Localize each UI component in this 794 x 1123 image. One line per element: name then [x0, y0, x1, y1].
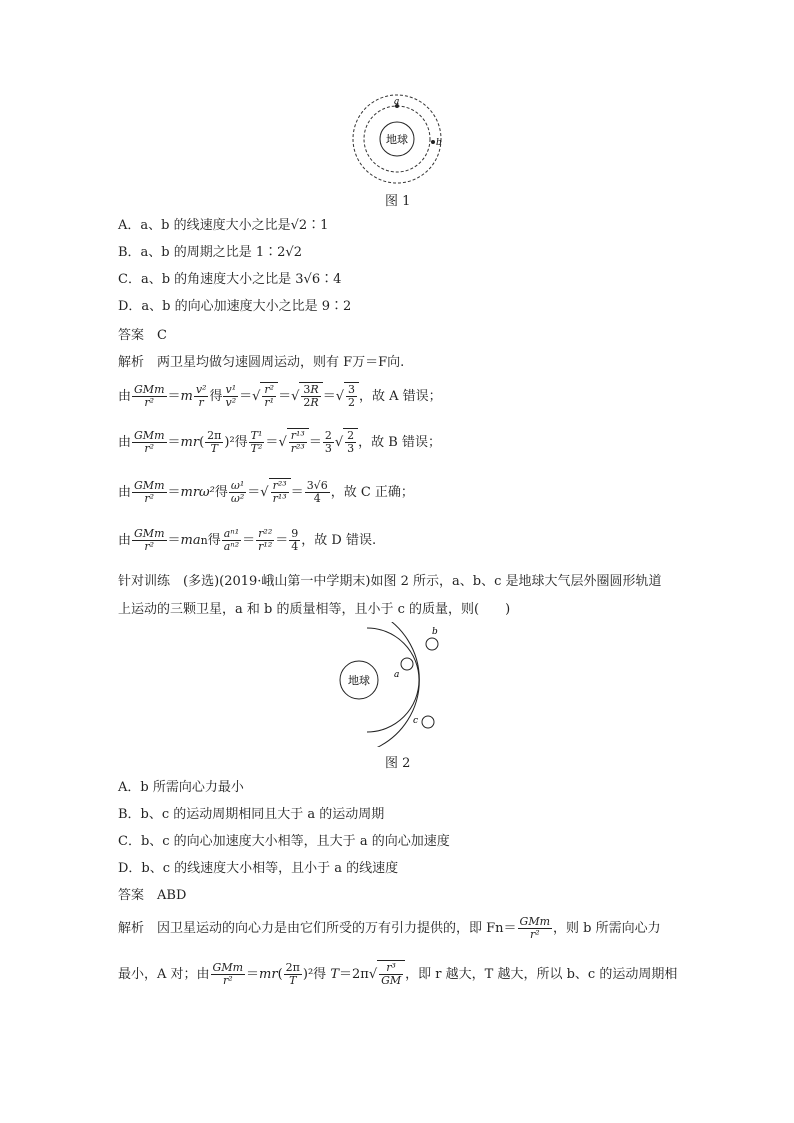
q2-stem-line-2: 上运动的三颗卫星，a 和 b 的质量相等，且小于 c 的质量，则( )	[118, 602, 511, 617]
q2-analysis-1-head: 解析 因卫星运动的向心力是由它们所受的万有引力提供的，即 Fn＝	[118, 921, 517, 936]
q1-analysis-intro: 解析 两卫星均做匀速圆周运动，则有 F万＝F向.	[118, 355, 405, 370]
q1-equation-2: 由 $\frac{\text{GMm}}{\text{r²}}$ ＝mr( $\frac{2\pi}{T}$ )²得 $\frac{\text{T¹}}{\text{T²}}$ ＝√ $\frac{\text{r¹³}}{\text{r²³}}$ ＝ $\frac{2}{3}$ √ $\frac{2}{3}$ ，故 B 错误；	[118, 429, 441, 455]
q2-option-d: D．b、c 的线速度大小相等，且小于 a 的线速度	[118, 861, 399, 876]
q1-answer: 答案 C	[118, 328, 167, 343]
q1-equation-1: 由 $\frac{\text{GMm}}{\text{r²}}$ ＝m $\frac{\text{v²}}{r}$ 得 $\frac{\text{v¹}}{\text{v²}}$ ＝√ $\frac{\text{r²}}{\text{r¹}}$ ＝√ $\frac{3R}{2R}$ ＝√ $\frac{3}{2}$ ，故 A 错误；	[118, 383, 442, 409]
q2-analysis-2-tail: ，即 r 越大，T 越大，所以 b、c 的运动周期相	[405, 967, 678, 982]
q1-eq2-tail: ，故 B 错误；	[358, 435, 441, 450]
q1-option-b: B．a、b 的周期之比是 1∶2√2	[118, 245, 302, 260]
q1-eq1-tail: ，故 A 错误；	[359, 389, 442, 404]
q2-analysis-line-1: 解析 因卫星运动的向心力是由它们所受的万有引力提供的，即 Fn＝ $\frac{\text{GMm}}{\text{r²}}$ ，则 b 所需向心力	[118, 915, 661, 941]
q2-analysis-2-head: 最小，A 对；由	[118, 967, 210, 982]
fig2-label-a: a	[394, 670, 400, 680]
q1-equation-3: 由 $\frac{\text{GMm}}{\text{r²}}$ ＝mrω²得 $\frac{\text{ω¹}}{\text{ω²}}$ ＝√ $\frac{\text{r²³}}{\text{r¹³}}$ ＝ $\frac{3√6}{4}$ ，故 C 正确；	[118, 479, 414, 505]
figure-2-orbit-diagram	[330, 622, 470, 747]
q1-eq4-tail: ，故 D 错误.	[301, 533, 377, 548]
q1-option-a: A．a、b 的线速度大小之比是√2∶1	[118, 218, 329, 233]
fig2-label-b: b	[432, 627, 438, 637]
q1-eq3-tail: ，故 C 正确；	[330, 485, 414, 500]
figure-2-caption: 图 2	[385, 756, 411, 771]
figure-1-caption: 图 1	[385, 194, 411, 209]
figure-1-orbit-diagram	[340, 92, 460, 192]
q1-option-c: C．a、b 的角速度大小之比是 3√6∶4	[118, 272, 342, 287]
q2-analysis-1-tail: ，则 b 所需向心力	[553, 921, 661, 936]
fig2-label-c: c	[413, 716, 419, 726]
fig1-label-a: a	[394, 97, 400, 107]
q1-equation-4: 由 $\frac{\text{GMm}}{\text{r²}}$ ＝man得 $\frac{\text{aⁿ¹}}{\text{aⁿ²}}$ ＝ $\frac{\text{r²²}}{\text{r¹²}}$ ＝ $\frac{9}{4}$ ，故 D 错误.	[118, 527, 377, 553]
q2-option-c: C．b、c 的向心加速度大小相等，且大于 a 的向心加速度	[118, 834, 450, 849]
q1-option-d: D．a、b 的向心加速度大小之比是 9∶2	[118, 299, 352, 314]
q2-stem-line-1: 针对训练 (多选)(2019·峨山第一中学期末)如图 2 所示，a、b、c 是地球大气层外圈圆形轨道	[118, 574, 662, 589]
fig1-earth-label: 地球	[386, 133, 408, 146]
q2-option-b: B．b、c 的运动周期相同且大于 a 的运动周期	[118, 807, 385, 822]
fig1-label-b: b	[436, 138, 442, 148]
q2-option-a: A．b 所需向心力最小	[118, 780, 244, 795]
q2-analysis-line-2: 最小，A 对；由 $\frac{\text{GMm}}{\text{r²}}$ ＝mr( $\frac{2\pi}{T}$ )²得 T＝2π√ $\frac{\text{r³}}{GM}$ ，即 r 越大，T 越大，所以 b、c 的运动周期相	[118, 961, 678, 987]
q2-answer: 答案 ABD	[118, 888, 187, 903]
fig2-earth-label: 地球	[348, 674, 370, 687]
